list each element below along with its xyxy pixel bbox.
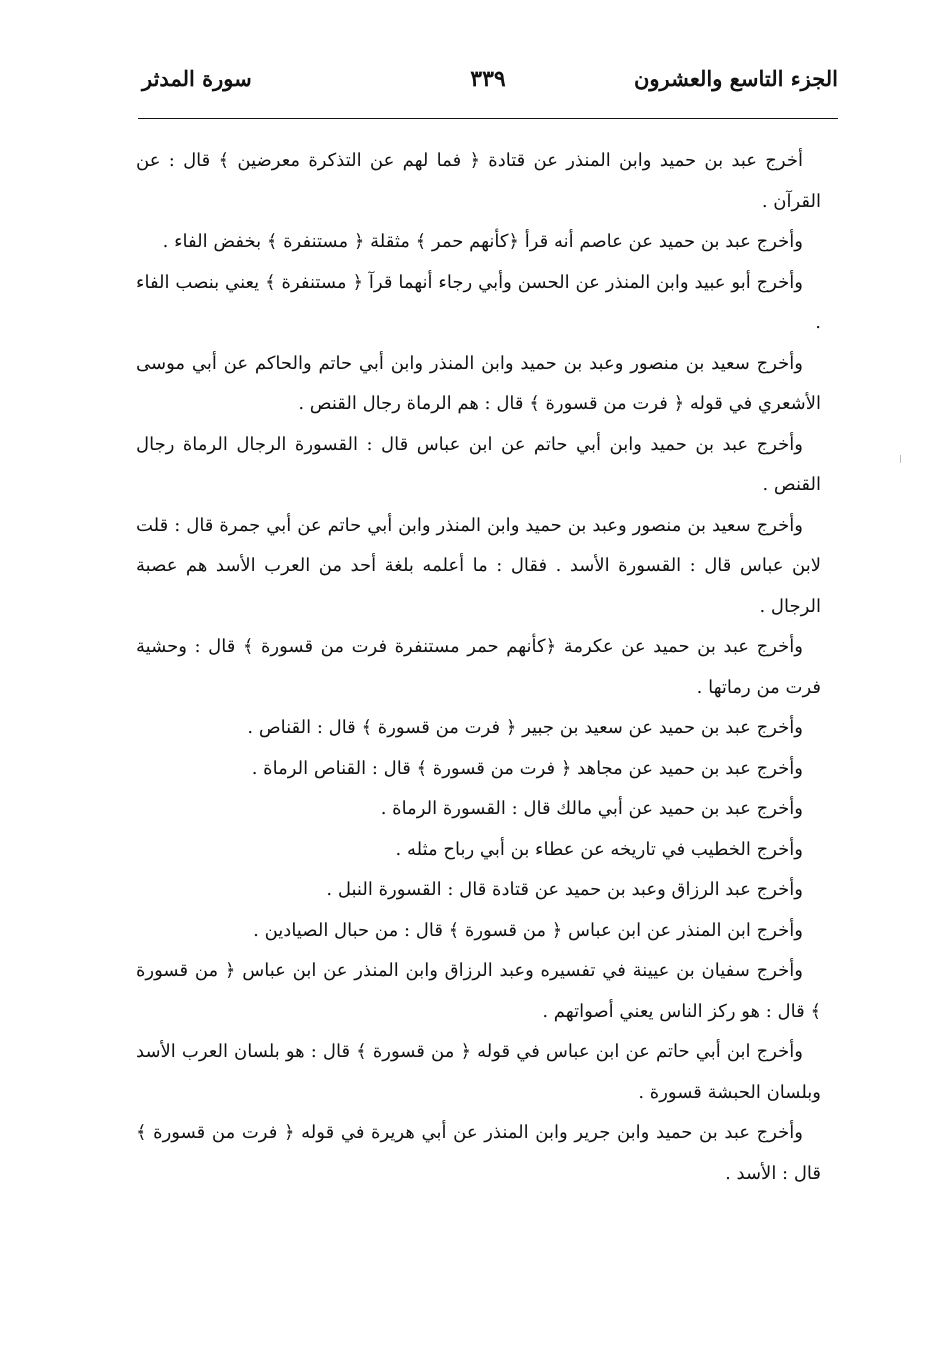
- paragraph-16: وأخرج عبد بن حميد وابن جرير وابن المنذر عن أبي هريرة في قوله ﴿ فرت من قسورة ﴾ قال : الأسد .: [136, 1122, 821, 1184]
- paragraph-9: وأخرج عبد بن حميد عن مجاهد ﴿ فرت من قسورة ﴾ قال : القناص الرماة .: [251, 757, 803, 779]
- paragraph-6: وأخرج سعيد بن منصور وعبد بن حميد وابن المنذر وابن أبي حاتم عن أبي جمرة قال : قلت لابن عباس قال : القسورة الأسد . فقال : ما أعلمه بلغة أحد من العرب الأسد هم عصبة الرجال .: [136, 514, 821, 617]
- paragraph-2: وأخرج عبد بن حميد عن عاصم أنه قرأ ﴿كأنهم حمر ﴾ مثقلة ﴿ مستنفرة ﴾ بخفض الفاء .: [162, 231, 803, 252]
- paragraph-12: وأخرج عبد الرزاق وعبد بن حميد عن قتادة قال : القسورة النبل .: [326, 879, 803, 900]
- paragraph-13: وأخرج ابن المنذر عن ابن عباس ﴿ من قسورة ﴾ قال : من حبال الصيادين .: [253, 919, 803, 941]
- paragraph-10: وأخرج عبد بن حميد عن أبي مالك قال : القسورة الرماة .: [380, 798, 803, 819]
- paragraph-8: وأخرج عبد بن حميد عن سعيد بن جبير ﴿ فرت من قسورة ﴾ قال : القناص .: [247, 717, 803, 738]
- surah-name: سورة المدثر: [142, 66, 252, 91]
- volume-part-title: الجزء التاسع والعشرون: [633, 66, 838, 91]
- header-divider: [138, 118, 838, 119]
- paragraph-14: وأخرج سفيان بن عيينة في تفسيره وعبد الرزاق وابن المنذر عن ابن عباس ﴿ من قسورة ﴾ قال : هو ركز الناس يعني أصواتهم .: [136, 960, 821, 1022]
- paragraph-4: وأخرج سعيد بن منصور وعبد بن حميد وابن المنذر وابن أبي حاتم والحاكم عن أبي موسى الأشعري في قوله ﴿ فرت من قسورة ﴾ قال : هم الرماة رجال القنص .: [136, 352, 821, 414]
- paragraph-3: وأخرج أبو عبيد وابن المنذر عن الحسن وأبي رجاء أنهما قرآ ﴿ مستنفرة ﴾ يعني بنصب الفاء .: [136, 271, 821, 333]
- paragraph-15: وأخرج ابن أبي حاتم عن ابن عباس في قوله ﴿ من قسورة ﴾ قال : هو بلسان العرب الأسد وبلسان الحبشة قسورة .: [136, 1041, 821, 1103]
- paragraph-5: وأخرج عبد بن حميد وابن أبي حاتم عن ابن عباس قال : القسورة الرجال الرماة رجال القنص .: [136, 433, 821, 495]
- page-header: [138, 66, 838, 106]
- paragraph-1: أخرج عبد بن حميد وابن المنذر عن قتادة ﴿ فما لهم عن التذكرة معرضين ﴾ قال : عن القرآن .: [136, 150, 821, 212]
- page-number: ٣٣٩: [470, 66, 506, 92]
- page-body: [136, 141, 821, 1194]
- paragraph-11: وأخرج الخطيب في تاريخه عن عطاء بن أبي رباح مثله .: [395, 838, 803, 860]
- scan-speck: [900, 455, 901, 463]
- paragraph-7: وأخرج عبد بن حميد عن عكرمة ﴿كأنهم حمر مستنفرة فرت من قسورة ﴾ قال : وحشية فرت من رماتها .: [136, 636, 821, 698]
